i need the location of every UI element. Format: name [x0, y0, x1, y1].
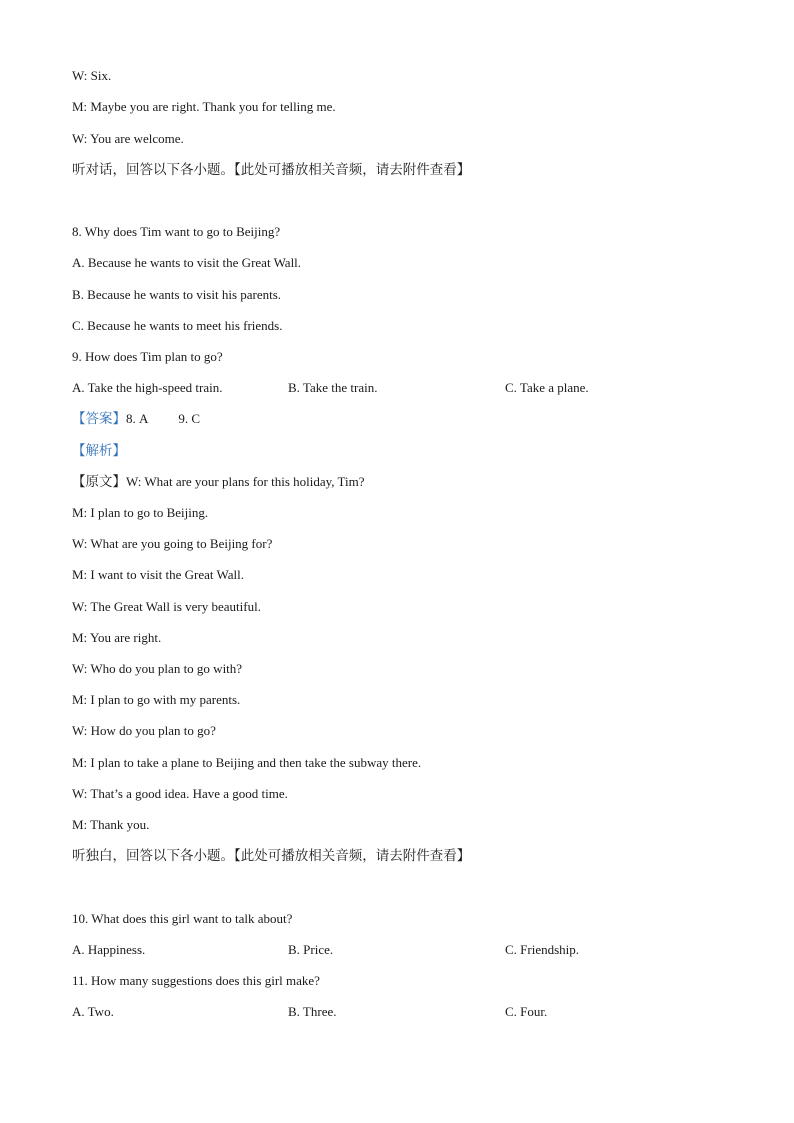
transcript-line: M: I plan to go with my parents.: [72, 692, 241, 707]
options-row-9: [72, 380, 732, 396]
transcript-line: M: I plan to take a plane to Beijing and then take the subway there.: [72, 755, 422, 770]
transcript-line: W: Who do you plan to go with?: [72, 661, 243, 676]
question-10: 10. What does this girl want to talk about?: [72, 911, 293, 926]
dialogue-line: W: You are welcome.: [72, 131, 184, 146]
option-9b: B. Take the train.: [288, 380, 378, 395]
transcript-line: M: You are right.: [72, 630, 162, 645]
question-11: 11. How many suggestions does this girl make?: [72, 973, 320, 988]
answer-label: 【答案】: [72, 411, 126, 427]
question-8: 8. Why does Tim want to go to Beijing?: [72, 224, 281, 239]
transcript-line: M: I want to visit the Great Wall.: [72, 567, 245, 582]
transcript-line: M: Thank you.: [72, 817, 150, 832]
answer-line: [72, 411, 200, 427]
question-9: 9. How does Tim plan to go?: [72, 349, 223, 364]
transcript-line: W: How do you plan to go?: [72, 723, 216, 738]
transcript-line: W: What are you going to Beijing for?: [72, 536, 273, 551]
listening-instruction: 听独白，回答以下各小题。【此处可播放相关音频，请去附件查看】: [72, 848, 471, 864]
options-row-11: [72, 1004, 732, 1020]
transcript-first-line: 【原文】W: What are your plans for this holiday, Tim?: [72, 474, 365, 490]
option-10b: B. Price.: [288, 942, 334, 957]
option-11c: C. Four.: [505, 1004, 548, 1019]
option-11b: B. Three.: [288, 1004, 337, 1019]
option-11a: A. Two.: [72, 1004, 114, 1019]
option-8a: A. Because he wants to visit the Great Wall.: [72, 255, 302, 270]
listening-instruction: 听对话，回答以下各小题。【此处可播放相关音频，请去附件查看】: [72, 162, 471, 178]
dialogue-line: W: Six.: [72, 68, 112, 83]
options-row-10: [72, 942, 732, 958]
option-9a: A. Take the high-speed train.: [72, 380, 223, 395]
answer-9: 9. C: [178, 411, 201, 426]
transcript-line: M: I plan to go to Beijing.: [72, 505, 209, 520]
option-8b: B. Because he wants to visit his parents.: [72, 287, 282, 302]
option-8c: C. Because he wants to meet his friends.: [72, 318, 283, 333]
analysis-label: 【解析】: [72, 443, 126, 459]
option-9c: C. Take a plane.: [505, 380, 589, 395]
answer-8: 8. A: [126, 411, 149, 426]
option-10c: C. Friendship.: [505, 942, 580, 957]
transcript-label: 【原文】: [72, 474, 126, 490]
transcript-line: W: The Great Wall is very beautiful.: [72, 599, 261, 614]
dialogue-line: M: Maybe you are right. Thank you for telling me.: [72, 99, 336, 114]
transcript-line: W: That’s a good idea. Have a good time.: [72, 786, 288, 801]
option-10a: A. Happiness.: [72, 942, 146, 957]
